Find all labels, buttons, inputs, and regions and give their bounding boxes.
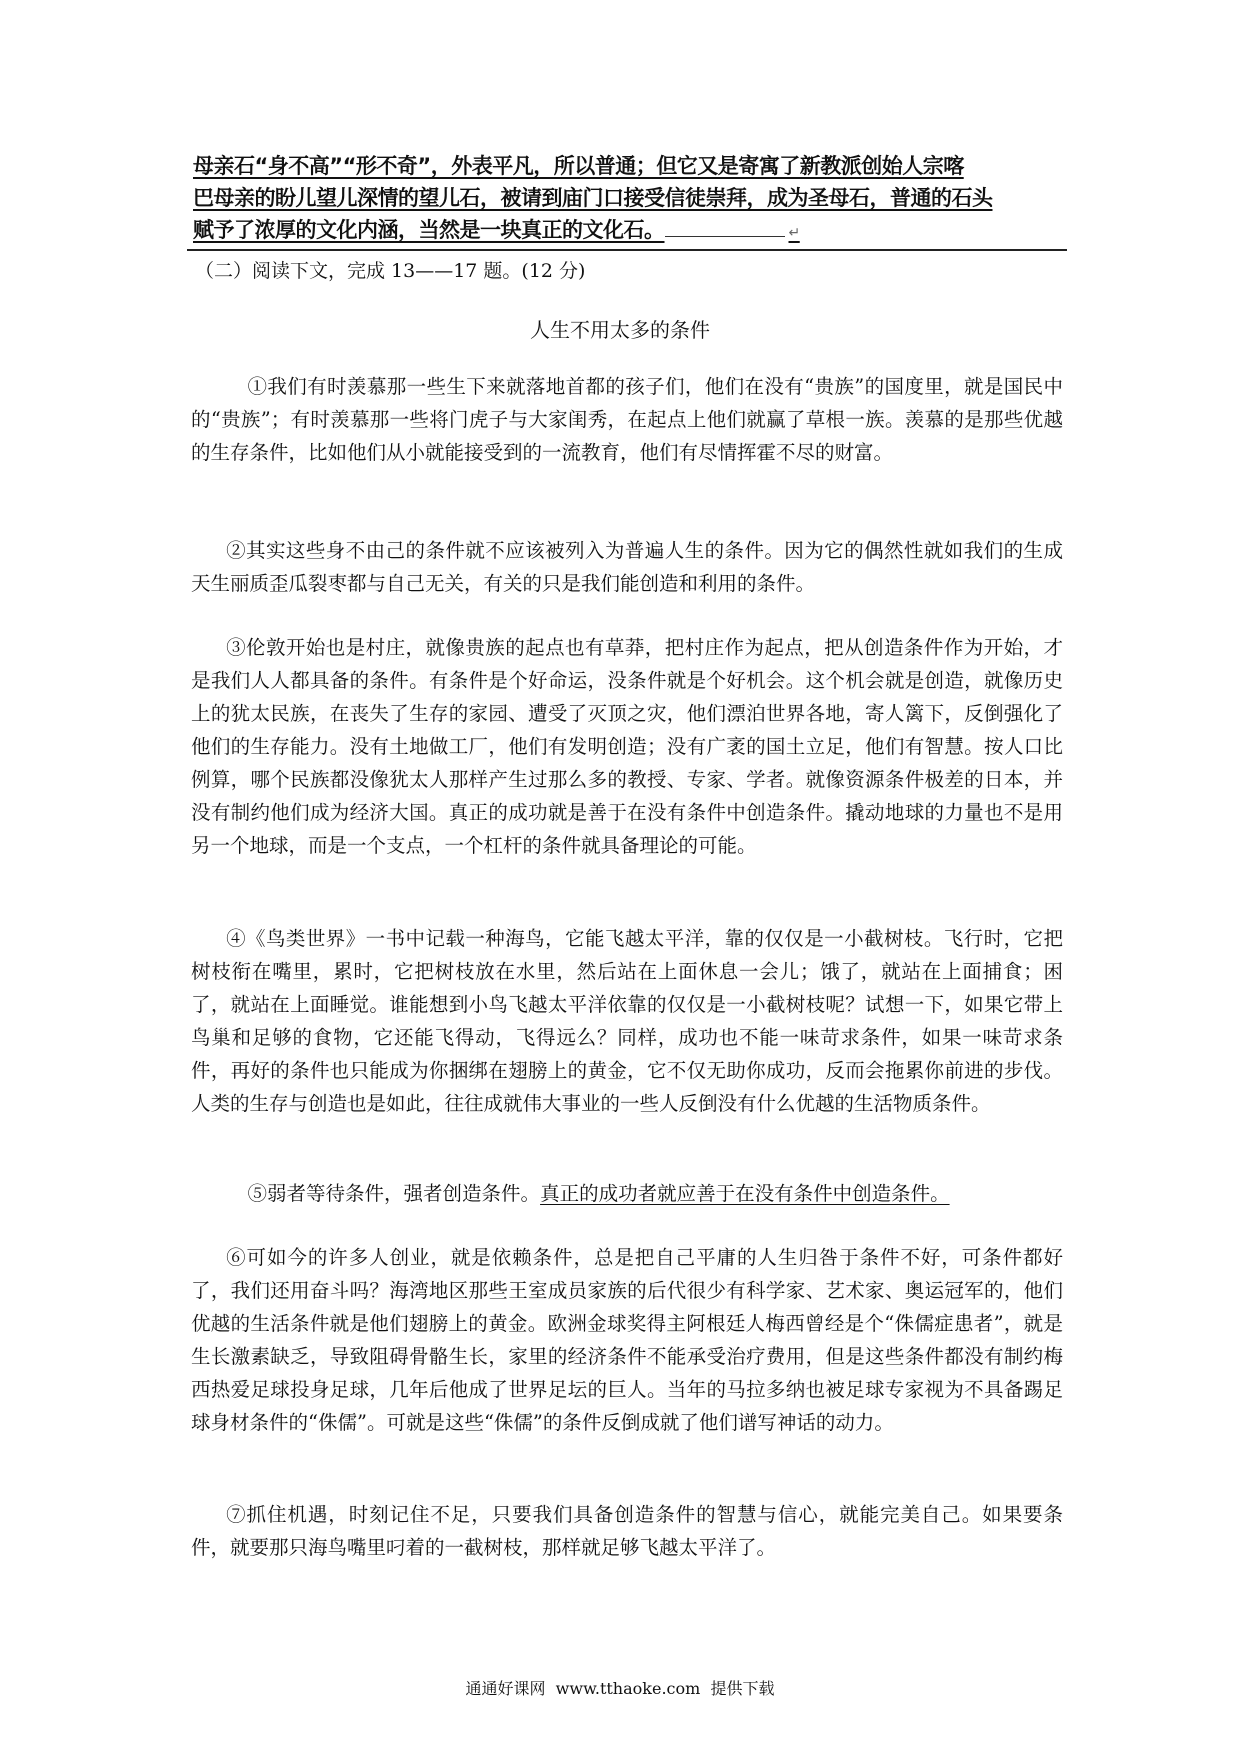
horizontal-divider — [187, 249, 1067, 251]
section-heading: （二）阅读下文，完成 13——17 题。(12 分) — [195, 260, 586, 282]
article-paragraph-3: ③伦敦开始也是村庄，就像贵族的起点也有草莽，把村庄作为起点，把从创造条件作为开始，才是我们人人都具备的条件。有条件是个好命运，没条件就是个好机会。这个机会就是创造，就像历史上的犹太民族，在丧失了生存的家园、遭受了灭顶之灾，他们漂泊世界各地，寄人篱下，反倒强化了他们的生存能力。没有土地做工厂，他们有发明创造；没有广袤的国土立足，他们有智慧。按人口比例算，哪个民族都没像犹太人那样产生过那么多的教授、专家、学者。就像资源条件极差的日本，并没有制约他们成为经济大国。真正的成功就是善于在没有条件中创造条件。撬动地球的力量也不是用另一个地球，而是一个支点，一个杠杆的条件就具备理论的可能。 — [191, 636, 1063, 857]
answer-line-2: 巴母亲的盼儿望儿深情的望儿石，被请到庙门口接受信徒崇拜，成为圣母石，普通的石头 — [193, 186, 993, 210]
article-title: 人生不用太多的条件 — [530, 318, 710, 342]
article-paragraph-6: ⑥可如今的许多人创业，就是依赖条件，总是把自己平庸的人生归咎于条件不好，可条件都好了，我们还用奋斗吗？海湾地区那些王室成员家族的后代很少有科学家、艺术家、奥运冠军的，他们优越的生活条件就是他们翅膀上的黄金。欧洲金球奖得主阿根廷人梅西曾经是个“侏儒症患者”，就是生长激素缺乏，导致阻碍骨骼生长，家里的经济条件不能承受治疗费用，但是这些条件都没有制约梅西热爱足球投身足球，几年后他成了世界足坛的巨人。当年的马拉多纳也被足球专家视为不具备踢足球身材条件的“侏儒”。可就是这些“侏儒”的条件反倒成就了他们谱写神话的动力。 — [191, 1246, 1063, 1434]
paragraph-return-mark: ↵ — [788, 225, 800, 241]
underlined-key-sentence: 真正的成功者就应善于在没有条件中创造条件。 — [540, 1182, 950, 1205]
blank-fill-line — [665, 218, 785, 237]
answer-line-3 — [193, 214, 1053, 249]
article-paragraph-2: ②其实这些身不由己的条件就不应该被列入为普遍人生的条件。因为它的偶然性就如我们的生成天生丽质歪瓜裂枣都与自己无关，有关的只是我们能创造和利用的条件。 — [191, 539, 1063, 595]
article-paragraph-7: ⑦抓住机遇，时刻记住不足，只要我们具备创造条件的智慧与信心，就能完美自己。如果要条件，就要那只海鸟嘴里叼着的一截树枝，那样就足够飞越太平洋了。 — [191, 1503, 1063, 1559]
page-footer: 通通好课网 www.tthaoke.com 提供下载 — [465, 1679, 775, 1698]
article-paragraph-1: ①我们有时羡慕那一些生下来就落地首都的孩子们，他们在没有“贵族”的国度里，就是国民中的“贵族”；有时羡慕那一些将门虎子与大家闺秀，在起点上他们就赢了草根一族。羡慕的是那些优越的生存条件，比如他们从小就能接受到的一流教育，他们有尽情挥霍不尽的财富。 — [191, 375, 1063, 464]
answer-line-1: 母亲石“身不高”“形不奇”，外表平凡，所以普通；但它又是寄寓了新教派创始人宗喀 — [193, 154, 964, 178]
previous-answer-block — [193, 150, 1053, 249]
article-paragraph-4: ④《鸟类世界》一书中记载一种海鸟，它能飞越太平洋，靠的仅仅是一小截树枝。飞行时，它把树枝衔在嘴里，累时，它把树枝放在水里，然后站在上面休息一会儿；饿了，就站在上面捕食；困了，就站在上面睡觉。谁能想到小鸟飞越太平洋依靠的仅仅是一小截树枝呢？试想一下，如果它带上鸟巢和足够的食物，它还能飞得动，飞得远么？同样，成功也不能一味苛求条件，如果一味苛求条件，再好的条件也只能成为你捆绑在翅膀上的黄金，它不仅无助你成功，反而会拖累你前进的步伐。人类的生存与创造也是如此，往往成就伟大事业的一些人反倒没有什么优越的生活物质条件。 — [191, 927, 1063, 1115]
answer-line-3-text: 赋予了浓厚的文化内涵，当然是一块真正的文化石。 — [193, 218, 665, 242]
paragraph-5-text: ⑤弱者等待条件，强者创造条件。 — [247, 1182, 541, 1205]
article-paragraph-5 — [191, 1177, 1063, 1210]
